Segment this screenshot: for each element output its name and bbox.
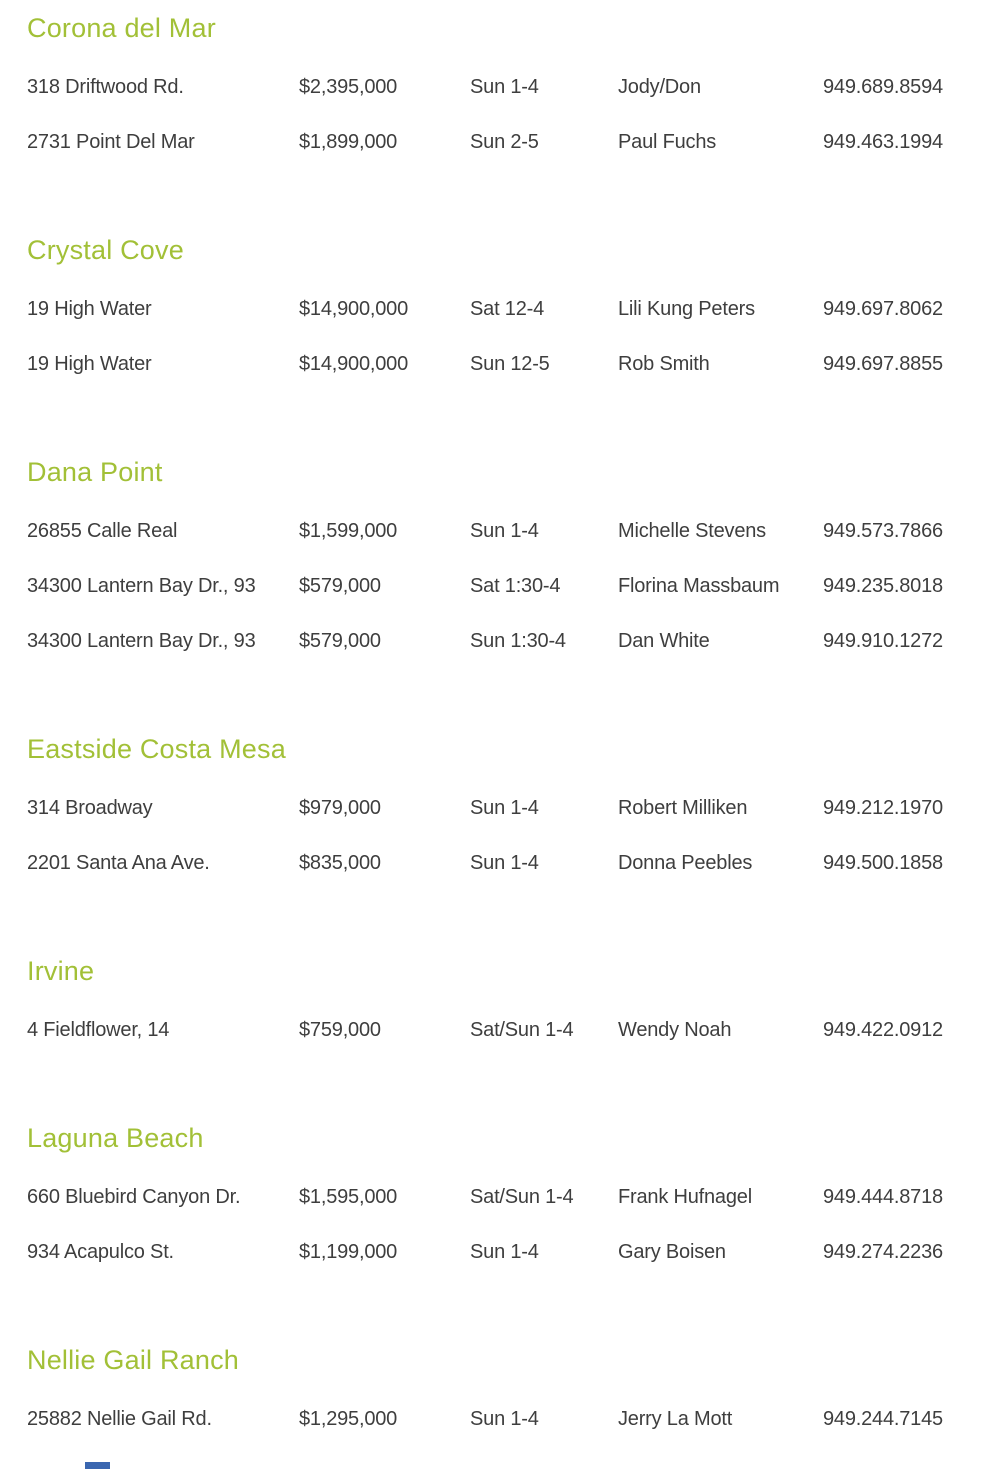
listing-time: Sat/Sun 1-4: [470, 1186, 574, 1208]
listing-phone: 949.573.7866: [823, 520, 943, 542]
listing-phone: 949.463.1994: [823, 131, 943, 153]
listing-row: [27, 1225, 962, 1280]
listing-phone: 949.235.8018: [823, 575, 943, 597]
listing-time: Sun 1-4: [470, 520, 539, 542]
listing-phone: 949.910.1272: [823, 630, 943, 652]
listing-row: [27, 781, 962, 836]
city-heading: Eastside Costa Mesa: [27, 734, 286, 764]
city-heading: Dana Point: [27, 457, 163, 487]
listing-agent: Jody/Don: [618, 76, 701, 98]
listing-row: [27, 614, 962, 669]
listing-address: 19 High Water: [27, 353, 152, 375]
listing-price: $2,395,000: [299, 76, 398, 98]
city-section-irvine: [27, 953, 962, 1058]
listing-agent: Robert Milliken: [618, 797, 748, 819]
listing-row: [27, 559, 962, 614]
listing-row: [27, 115, 962, 170]
city-listings: [27, 781, 962, 891]
listing-price: $1,899,000: [299, 131, 398, 153]
city-section-nellie-gail-ranch: [27, 1342, 962, 1447]
listing-time: Sat 12-4: [470, 298, 545, 320]
listing-price: $1,295,000: [299, 1408, 398, 1430]
listing-agent: Dan White: [618, 630, 710, 652]
city-heading: Laguna Beach: [27, 1123, 204, 1153]
listing-time: Sun 1:30-4: [470, 630, 566, 652]
listings-container: [27, 10, 962, 1447]
listing-phone: 949.689.8594: [823, 76, 943, 98]
listing-price: $579,000: [299, 630, 381, 652]
listing-time: Sun 1-4: [470, 797, 539, 819]
listing-price: $979,000: [299, 797, 381, 819]
listing-address: 934 Acapulco St.: [27, 1241, 174, 1263]
city-section-corona-del-mar: [27, 10, 962, 170]
listing-row: [27, 337, 962, 392]
listing-phone: 949.274.2236: [823, 1241, 943, 1263]
listing-time: Sun 1-4: [470, 76, 539, 98]
listing-agent: Rob Smith: [618, 353, 710, 375]
listing-address: 4 Fieldflower, 14: [27, 1019, 170, 1041]
listing-time: Sun 1-4: [470, 852, 539, 874]
listing-phone: 949.500.1858: [823, 852, 943, 874]
listing-address: 34300 Lantern Bay Dr., 93: [27, 575, 256, 597]
listing-time: Sat/Sun 1-4: [470, 1019, 574, 1041]
listing-row: [27, 836, 962, 891]
listing-address: 26855 Calle Real: [27, 520, 178, 542]
listing-row: [27, 1392, 962, 1447]
listing-address: 25882 Nellie Gail Rd.: [27, 1408, 212, 1430]
listing-agent: Paul Fuchs: [618, 131, 717, 153]
listing-time: Sun 2-5: [470, 131, 539, 153]
listing-agent: Gary Boisen: [618, 1241, 726, 1263]
listing-agent: Wendy Noah: [618, 1019, 732, 1041]
listing-row: [27, 1003, 962, 1058]
listing-agent: Donna Peebles: [618, 852, 753, 874]
listing-price: $835,000: [299, 852, 381, 874]
listing-phone: 949.697.8062: [823, 298, 943, 320]
city-listings: [27, 1392, 962, 1447]
listing-address: 318 Driftwood Rd.: [27, 76, 184, 98]
listing-address: 314 Broadway: [27, 797, 153, 819]
cropped-bottom-blue-bar: [85, 1462, 110, 1469]
listing-address: 34300 Lantern Bay Dr., 93: [27, 630, 256, 652]
listing-address: 660 Bluebird Canyon Dr.: [27, 1186, 241, 1208]
listing-row: [27, 60, 962, 115]
city-heading: Corona del Mar: [27, 13, 216, 43]
city-listings: [27, 282, 962, 392]
city-listings: [27, 504, 962, 669]
listing-price: $1,199,000: [299, 1241, 398, 1263]
city-heading: Nellie Gail Ranch: [27, 1345, 239, 1375]
listing-price: $14,900,000: [299, 353, 409, 375]
listing-address: 2201 Santa Ana Ave.: [27, 852, 210, 874]
listing-agent: Michelle Stevens: [618, 520, 766, 542]
listing-phone: 949.244.7145: [823, 1408, 943, 1430]
listing-phone: 949.444.8718: [823, 1186, 943, 1208]
listing-price: $1,599,000: [299, 520, 398, 542]
listing-time: Sun 1-4: [470, 1408, 539, 1430]
listing-phone: 949.212.1970: [823, 797, 943, 819]
listing-address: 2731 Point Del Mar: [27, 131, 195, 153]
city-section-crystal-cove: [27, 232, 962, 392]
listing-time: Sun 12-5: [470, 353, 550, 375]
listing-row: [27, 1170, 962, 1225]
listing-row: [27, 504, 962, 559]
listing-phone: 949.697.8855: [823, 353, 943, 375]
listing-price: $1,595,000: [299, 1186, 398, 1208]
city-section-eastside-costa-mesa: [27, 731, 962, 891]
listing-price: $579,000: [299, 575, 381, 597]
listing-agent: Lili Kung Peters: [618, 298, 755, 320]
listing-agent: Jerry La Mott: [618, 1408, 733, 1430]
listing-agent: Frank Hufnagel: [618, 1186, 752, 1208]
city-listings: [27, 1003, 962, 1058]
city-heading: Irvine: [27, 956, 95, 986]
city-listings: [27, 60, 962, 170]
listing-time: Sat 1:30-4: [470, 575, 561, 597]
listing-address: 19 High Water: [27, 298, 152, 320]
listing-price: $759,000: [299, 1019, 381, 1041]
listing-row: [27, 282, 962, 337]
city-listings: [27, 1170, 962, 1280]
listing-time: Sun 1-4: [470, 1241, 539, 1263]
listing-price: $14,900,000: [299, 298, 409, 320]
listing-phone: 949.422.0912: [823, 1019, 943, 1041]
city-section-dana-point: [27, 454, 962, 669]
city-heading: Crystal Cove: [27, 235, 184, 265]
listing-agent: Florina Massbaum: [618, 575, 780, 597]
city-section-laguna-beach: [27, 1120, 962, 1280]
